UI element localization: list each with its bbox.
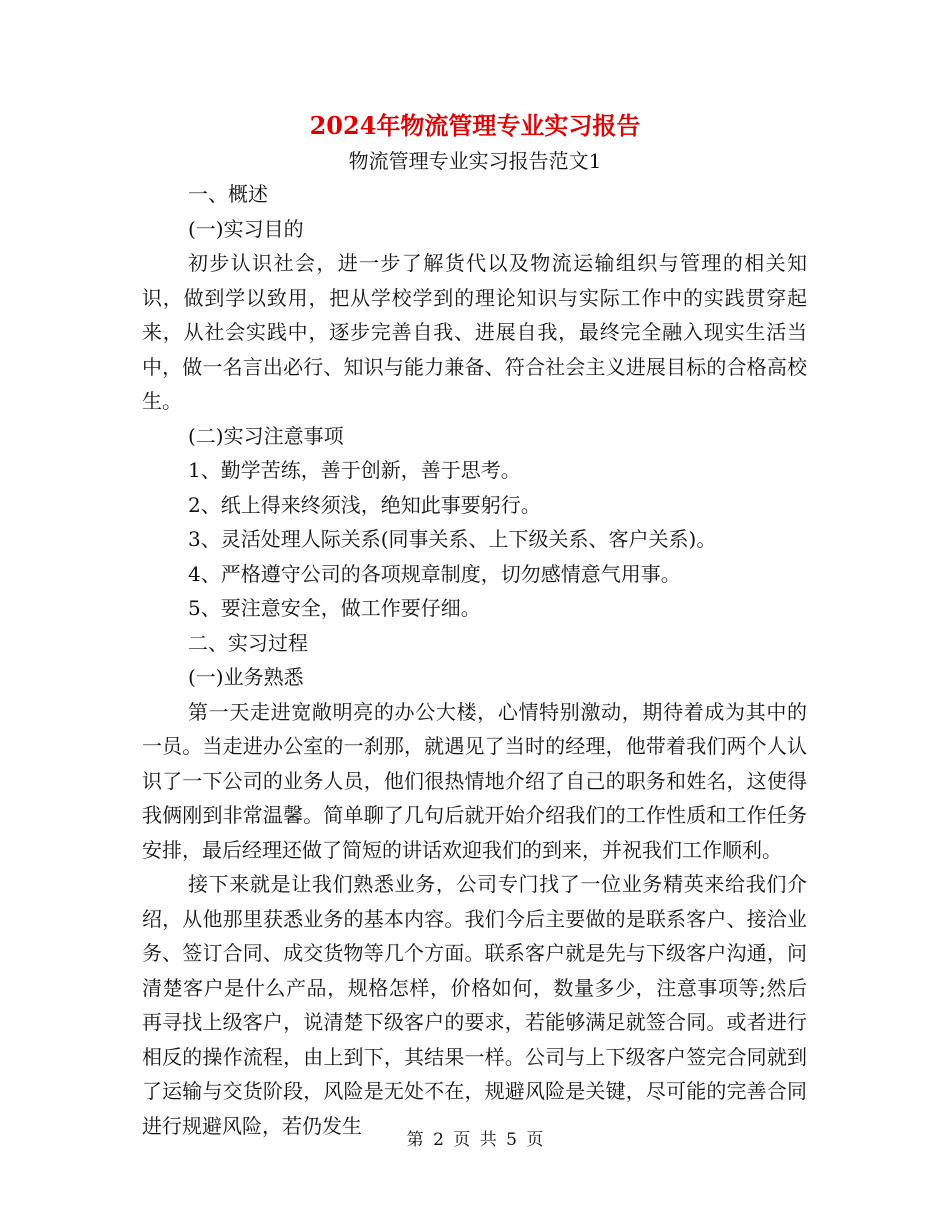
document-subtitle: 物流管理专业实习报告范文1 — [348, 149, 602, 173]
page-number-footer: 第 2 页 共 5 页 — [406, 1130, 544, 1150]
paragraph: 第一天走进宽敞明亮的办公大楼，心情特别激动，期待着成为其中的一员。当走进办公室的一刹那，就遇见了当时的经理，他带着我们两个人认识了一下公司的业务人员，他们很热情地介绍了自己的职务和姓名，这使得我俩刚到非常温馨。简单聊了几句后就开始介绍我们的工作性质和工作任务安排，最后经理还做了简短的讲话欢迎我们的到来，并祝我们工作顺利。 — [142, 699, 807, 862]
subsection-heading: (二)实习注意事项 — [188, 423, 344, 448]
list-item: 2、纸上得来终须浅，绝知此事要躬行。 — [188, 492, 541, 517]
subsection-heading: (一)实习目的 — [188, 216, 304, 241]
paragraph: 初步认识社会，进一步了解货代以及物流运输组织与管理的相关知识，做到学以致用，把从学校学到的理论知识与实际工作中的实践贯穿起来，从社会实践中，逐步完善自我、进展自我，最终完全融入现实生活当中，做一名言出必行、知识与能力兼备、符合社会主义进展目标的合格高校生。 — [142, 251, 807, 413]
list-item: 3、灵活处理人际关系(同事关系、上下级关系、客户关系)。 — [188, 527, 717, 551]
list-item: 4、严格遵守公司的各项规章制度，切勿感情意气用事。 — [188, 561, 681, 586]
section-heading: 一、概述 — [188, 182, 268, 206]
document-title: 2024年物流管理专业实习报告 — [309, 111, 641, 140]
subsection-heading: (一)业务熟悉 — [188, 665, 304, 689]
section-heading: 二、实习过程 — [188, 630, 308, 655]
paragraph: 接下来就是让我们熟悉业务，公司专门找了一位业务精英来给我们介绍，从他那里获悉业务的基本内容。我们今后主要做的是联系客户、接洽业务、签订合同、成交货物等几个方面。联系客户就是先与下级客户沟通，问清楚客户是什么产品，规格怎样，价格如何，数量多少，注意事项等;然后再寻找上级客户，说清楚下级客户的要求，若能够满足就签合同。或者进行相反的操作流程，由上到下，其结果一样。公司与上下级客户签完合同就到了运输与交货阶段，风险是无处不在，规避风险是关键，尽可能的完善合同进行规避风险，若仍发生 — [142, 872, 807, 1138]
list-item: 1、勤学苦练，善于创新，善于思考。 — [188, 458, 521, 482]
document-body — [142, 177, 807, 1143]
list-item: 5、要注意安全，做工作要仔细。 — [188, 596, 481, 620]
